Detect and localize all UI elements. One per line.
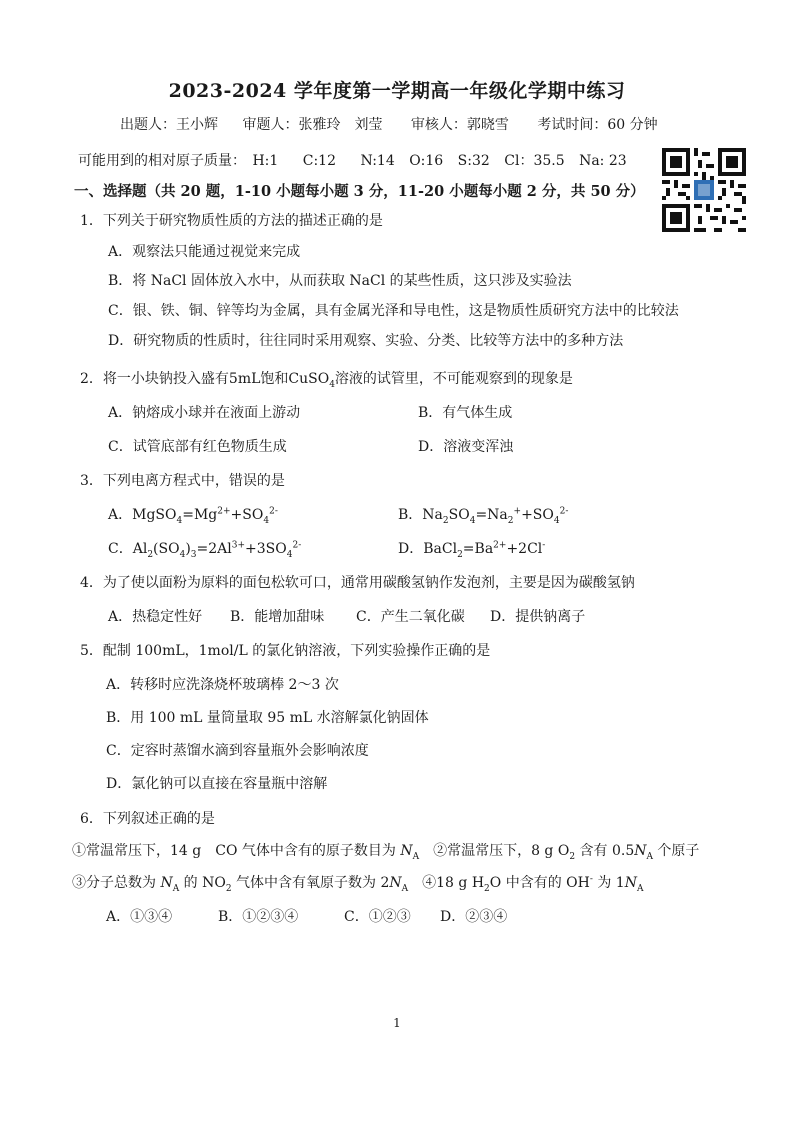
question-1-option-d: D．研究物质的性质时，往往同时采用观察、实验、分类、比较等方法中的多种方法	[108, 333, 624, 349]
question-5-option-b: B．用 100 mL 量筒量取 95 mL 水溶解氯化钠固体	[106, 710, 429, 726]
question-4-option-a: A．热稳定性好	[108, 609, 203, 625]
question-1-stem: 1．下列关于研究物质性质的方法的描述正确的是	[80, 213, 383, 229]
reviewers: 审题人：张雅玲 刘莹	[242, 117, 383, 133]
question-1-option-c: C．银、铁、铜、锌等均为金属，具有金属光泽和导电性，这是物质性质研究方法中的比较法	[108, 303, 679, 319]
question-4-option-d: D．提供钠离子	[490, 609, 586, 625]
question-6-option-d: D．②③④	[440, 909, 508, 925]
question-2-stem-part-a: 2．将一小块钠投入盛有5mL饱和CuSO	[80, 371, 330, 387]
question-5-option-c: C．定容时蒸馏水滴到容量瓶外会影响浓度	[106, 743, 369, 759]
question-3-option-b: B．$Na_2SO_4=Na_2^++SO_4^{2-}$	[398, 506, 569, 526]
atomic-masses	[78, 150, 637, 170]
section-heading: 一、选择题（共 20 题，1-10 小题每小题 3 分，11-20 小题每小题 2 分，共 50 分）	[74, 183, 645, 200]
question-6-statements-3-4: ③分子总数为 $N_A$ 的 $NO_2$ 气体中含有氧原子数为 $2N_A$ ④18 g $H_2O$ 中含有的 OH- 为 $1N_A$	[72, 874, 644, 894]
question-3-option-b-prefix: B．	[398, 507, 423, 523]
question-2-stem: 2．将一小块钠投入盛有5mL饱和CuSO$_4$溶液的试管里，不可能观察到的现象是	[80, 371, 573, 390]
question-5-stem: 5．配制 100mL，1mol/L 的氯化钠溶液，下列实验操作正确的是	[80, 643, 491, 659]
checker: 审核人：郭晓雪	[410, 117, 509, 133]
question-3-option-d-prefix: D．	[398, 541, 424, 557]
page-title: 2023-2024 学年度第一学期高一年级化学期中练习	[168, 80, 626, 102]
question-5-option-a: A．转移时应洗涤烧杯玻璃棒 2～3 次	[106, 677, 339, 693]
mass-o: O:16	[409, 153, 444, 169]
mass-s: S:32	[457, 153, 490, 169]
mass-c: C:12	[302, 153, 336, 169]
question-1-option-a: A．观察法只能通过视觉来完成	[108, 244, 301, 260]
question-3-option-c-prefix: C．	[108, 541, 133, 557]
question-4-option-b: B．能增加甜味	[230, 609, 325, 625]
question-4-option-c: C．产生二氧化碳	[356, 609, 465, 625]
mass-n: N:14	[360, 153, 395, 169]
question-3-stem: 3．下列电离方程式中，错误的是	[80, 473, 285, 489]
mass-cl: Cl：35.5	[504, 153, 565, 169]
mass-h: H:1	[252, 153, 279, 169]
question-3-option-c: C．$Al_2(SO_4)_3=2Al^{3+}+3SO_4^{2-}$	[108, 540, 302, 560]
question-6-option-c: C．①②③	[344, 909, 411, 925]
exam-staff-line	[120, 114, 664, 134]
question-6-stem: 6．下列叙述正确的是	[80, 811, 215, 827]
question-3-option-d: D．$BaCl_2=Ba^{2+}+2Cl^-$	[398, 540, 546, 560]
question-3-option-a-prefix: A．	[108, 507, 133, 523]
question-5-option-d: D．氯化钠可以直接在容量瓶中溶解	[106, 776, 328, 792]
qr-code-icon	[662, 148, 746, 232]
question-6-statements-1-2: ①常温常压下，14 g CO 气体中含有的原子数目为 $N_A$ ②常温常压下，8 g $O_2$ 含有 $0.5N_A$ 个原子	[72, 843, 700, 862]
question-6-option-b: B．①②③④	[218, 909, 299, 925]
masses-label: 可能用到的相对原子质量：	[78, 153, 246, 169]
page-number: 1	[393, 1016, 401, 1030]
question-2-option-a: A．钠熔成小球并在液面上游动	[108, 405, 301, 421]
setter: 出题人：王小辉	[120, 117, 218, 133]
question-2-stem-part-b: 溶液的试管里，不可能观察到的现象是	[334, 371, 573, 387]
mass-na: Na: 23	[579, 153, 627, 169]
exam-time: 考试时间：60 分钟	[537, 117, 658, 133]
question-2-option-d: D．溶液变浑浊	[418, 439, 514, 455]
question-2-option-b: B．有气体生成	[418, 405, 513, 421]
question-6-option-a: A．①③④	[106, 909, 173, 925]
question-3-option-a: A．$MgSO_4=Mg^{2+}+SO_4^{2-}$	[108, 506, 278, 526]
question-4-stem: 4．为了使以面粉为原料的面包松软可口，通常用碳酸氢钠作发泡剂，主要是因为碳酸氢钠	[80, 575, 635, 591]
question-1-option-b: B．将 NaCl 固体放入水中，从而获取 NaCl 的某些性质，这只涉及实验法	[108, 273, 572, 289]
question-2-option-c: C．试管底部有红色物质生成	[108, 439, 287, 455]
